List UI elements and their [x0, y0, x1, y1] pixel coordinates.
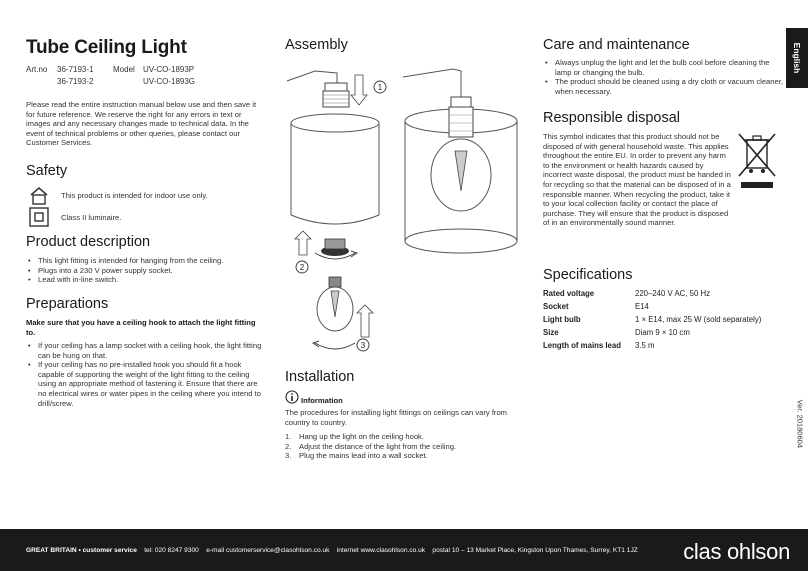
svg-text:2: 2 — [299, 263, 305, 272]
info-label: Information — [301, 396, 343, 405]
intro-text: Please read the entire instruction manual below use and then save it for future reference. We reserve the right for any errors in text or images and any necessary changes made to technical data. In the event of technical problems or other queries, please contact our Customer Services. — [26, 100, 257, 148]
info-icon — [285, 390, 299, 404]
list-item: • Lead with in-line switch. — [26, 275, 262, 285]
footer — [0, 529, 808, 571]
model-number-2: UV-CO-1893G — [143, 77, 196, 86]
list-item: • If your ceiling has no pre-installed hook you should fit a hook capable of supporting the weight of the light fitting to the ceiling using an appropriate method of fastening it. Ensure that there are no electrical wires or water pipes in the ceiling where you intend to drill/screw. — [26, 360, 262, 408]
footer-internet[interactable]: internet www.clasohlson.co.uk — [336, 547, 426, 554]
art-number-1: 36-7193-1 — [57, 65, 94, 74]
indoor-use-icon — [28, 185, 50, 207]
specifications-heading: Specifications — [543, 267, 633, 283]
art-number-2: 36-7193-2 — [57, 77, 94, 86]
footer-contact — [26, 547, 638, 554]
brand-logo: clas ohlson — [683, 539, 790, 564]
art-label: Art.no — [26, 65, 48, 74]
list-item: • Plugs into a 230 V power supply socket. — [26, 266, 262, 276]
page-title: Tube Ceiling Light — [26, 37, 187, 58]
version-label: Ver. 20180604 — [795, 399, 804, 448]
disposal-heading: Responsible disposal — [543, 110, 681, 126]
preparations-lead: Make sure that you have a ceiling hook to attach the light fitting to. — [26, 318, 256, 337]
svg-text:3: 3 — [360, 341, 366, 350]
product-description-heading: Product description — [26, 234, 151, 250]
class-ii-icon — [29, 207, 49, 227]
language-tab: English — [786, 28, 808, 88]
safety-heading: Safety — [26, 163, 68, 179]
weee-bin-icon — [735, 130, 779, 192]
list-item: 3. Plug the mains lead into a wall socket. — [285, 451, 428, 461]
list-item: • Always unplug the light and let the bulb cool before cleaning the lamp or changing the bulb. — [543, 58, 783, 77]
disposal-text: This symbol indicates that this product should not be disposed of with general household waste. This applies throughout the entire EU. In order to prevent any harm to the environment or health hazards caused by incorrect waste disposal, the product must be handed in for recycling so that the material can be disposed of in a responsible manner. When recycling the product, take it to your local collection facility or contact the place of purchase. They will ensure that the product is disposed of in an environmentally sound manner. — [543, 132, 731, 228]
specifications-table: Rated voltage 220–240 V AC, 50 Hz Socket E14 Light bulb 1 × E14, max 25 W (sold separately) Size Diam 9 × 10 cm Length of mains lead 3.5 m — [543, 289, 762, 350]
list-item: 2. Adjust the distance of the light from the ceiling. — [285, 441, 457, 451]
list-item: • The product should be cleaned using a dry cloth or vacuum cleaner, when necessary. — [543, 77, 783, 96]
installation-steps — [285, 432, 521, 461]
assembly-illustration — [285, 55, 525, 355]
footer-country: GREAT BRITAIN • customer service — [26, 547, 137, 554]
installation-heading: Installation — [285, 369, 355, 385]
preparations-heading: Preparations — [26, 296, 109, 312]
care-list — [543, 58, 783, 96]
preparations-list — [26, 341, 262, 408]
list-item: • This light fitting is intended for hanging from the ceiling. — [26, 256, 262, 266]
product-description-list — [26, 256, 262, 285]
care-heading: Care and maintenance — [543, 37, 690, 53]
model-label: Model — [113, 65, 135, 74]
model-number-1: UV-CO-1893P — [143, 65, 195, 74]
svg-text:1: 1 — [377, 83, 383, 92]
footer-email[interactable]: e-mail customerservice@clasohlson.co.uk — [206, 547, 330, 554]
list-item: • If your ceiling has a lamp socket with a ceiling hook, the light fitting can be hung on that. — [26, 341, 262, 360]
footer-postal: postal 10 – 13 Market Place, Kingston Upon Thames, Surrey, KT1 1JZ — [432, 547, 638, 554]
safety-indoor-text: This product is intended for indoor use only. — [61, 191, 208, 200]
safety-class-text: Class II luminaire. — [61, 213, 122, 222]
footer-tel: tel: 020 8247 9300 — [144, 547, 199, 554]
assembly-heading: Assembly — [285, 37, 348, 53]
list-item: 1. Hang up the light on the ceiling hook. — [285, 432, 424, 441]
info-text: The procedures for installing light fittings on ceilings can vary from country to country. — [285, 408, 508, 427]
